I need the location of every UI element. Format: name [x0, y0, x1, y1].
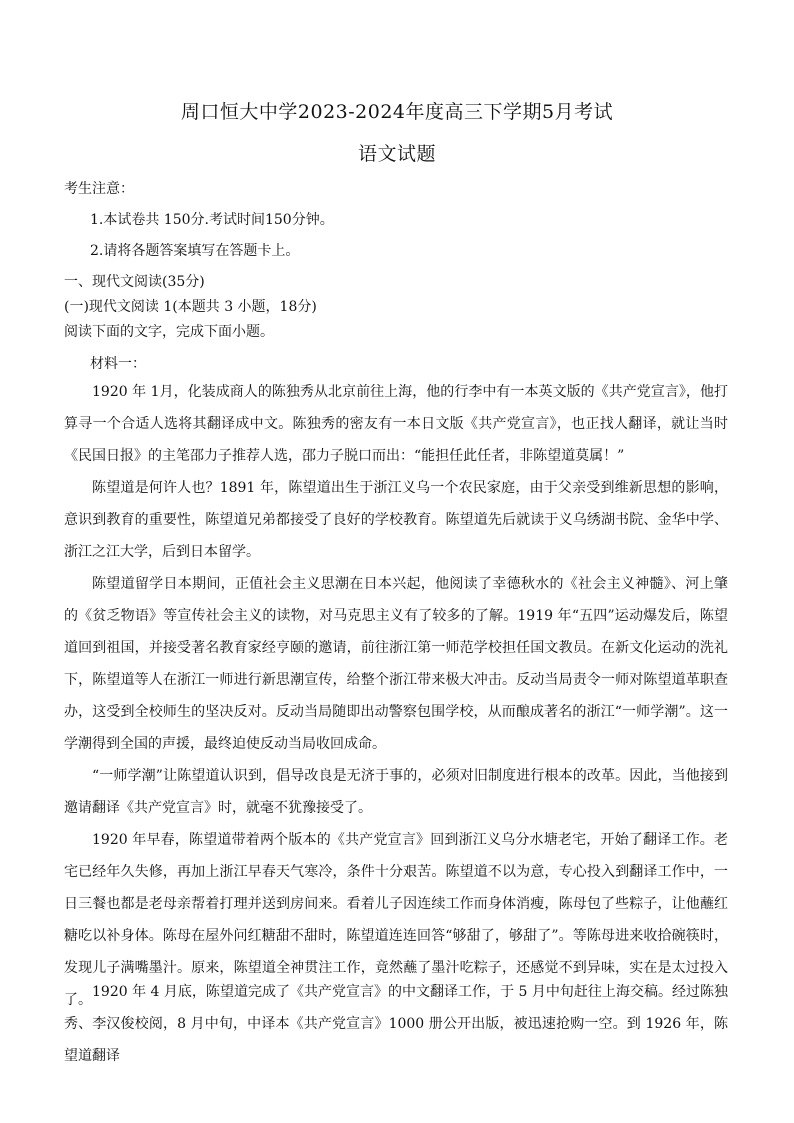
paragraph-3: 陈望道留学日本期间，正值社会主义思潮在日本兴起，他阅读了幸德秋水的《社会主义神髓》、河上肇的《贫乏物语》等宣传社会主义的读物，对马克思主义有了较多的了解。1919 年“五四”运动爆发后，陈望道回到祖国，并接受著名教育家经亨颐的邀请，前往浙江第一师范学校担任国文教员。在新文化运动的洗礼下，陈望道等人在浙江一师进行新思潮宣传，给整个浙江带来极大冲击。反动当局责令一师对陈望道革职查办，这受到全校师生的坚决反对。反动当局随即出动警察包围学校，从而酿成著名的浙江“一师学潮”。这一学潮得到全国的声援，最终迫使反动当局收回成命。 [64, 576, 728, 752]
paragraph-1: 1920 年 1月，化装成商人的陈独秀从北京前往上海，他的行李中有一本英文版的《共产党宣言》，他打算寻一个合适人选将其翻译成中文。陈独秀的密友有一本日文版《共产党宣言》，也正找人翻译，就让当时《民国日报》的主笔邵力子推荐人选，邵力子脱口而出：“能担任此任者，非陈望道莫属！” [64, 384, 728, 464]
exam-subtitle: 语文试题 [357, 143, 436, 165]
notice-heading: 考生注意： [64, 181, 134, 197]
paragraph-6: 1920 年 4 月底，陈望道完成了《共产党宣言》的中文翻译工作，于 5 月中旬赶往上海交稿。经过陈独秀、李汉俊校阅，8 月中旬，中译本《共产党宣言》1000 册公开出版，被迅速抢购一空。到 1926 年，陈望道翻译 [64, 984, 728, 1064]
notice-item-1: 1.本试卷共 150分.考试时间150分钟。 [90, 212, 334, 228]
reading-instruction: 阅读下面的文字，完成下面小题。 [64, 324, 274, 340]
exam-title: 周口恒大中学2023-2024年度高三下学期5月考试 [180, 101, 614, 123]
section-heading: 一、现代文阅读(35分) [64, 274, 205, 290]
notice-item-2: 2.请将各题答案填写在答题卡上。 [90, 243, 300, 259]
paragraph-2: 陈望道是何许人也？1891 年，陈望道出生于浙江义乌一个农民家庭，由于父亲受到维新思想的影响，意识到教育的重要性，陈望道兄弟都接受了良好的学校教育。陈望道先后就读于义乌绣湖书院、金华中学、浙江之江大学，后到日本留学。 [64, 480, 728, 560]
section-subheading: (一)现代文阅读 1(本题共 3 小题，18分) [64, 299, 317, 315]
paragraph-4: “一师学潮”让陈望道认识到，倡导改良是无济于事的，必须对旧制度进行根本的改革。因此，当他接到邀请翻译《共产党宣言》时，就毫不犹豫接受了。 [64, 768, 728, 816]
paragraph-5: 1920 年早春，陈望道带着两个版本的《共产党宣言》回到浙江义乌分水塘老宅，开始了翻译工作。老宅已经年久失修，再加上浙江早春天气寒冷，条件十分艰苦。陈望道不以为意，专心投入到翻译工作中，一日三餐也都是老母亲帮着打理并送到房间来。看着儿子因连续工作而身体消瘦，陈母包了些粽子，让他蘸红糖吃以补身体。陈母在屋外问红糖甜不甜时，陈望道连连回答“够甜了，够甜了”。等陈母进来收拾碗筷时，发现儿子满嘴墨汁。原来，陈望道全神贯注工作，竟然蘸了墨汁吃粽子，还感觉不到异味，实在是太过投入了。 [64, 832, 728, 1008]
material-label: 材料一： [90, 356, 146, 372]
